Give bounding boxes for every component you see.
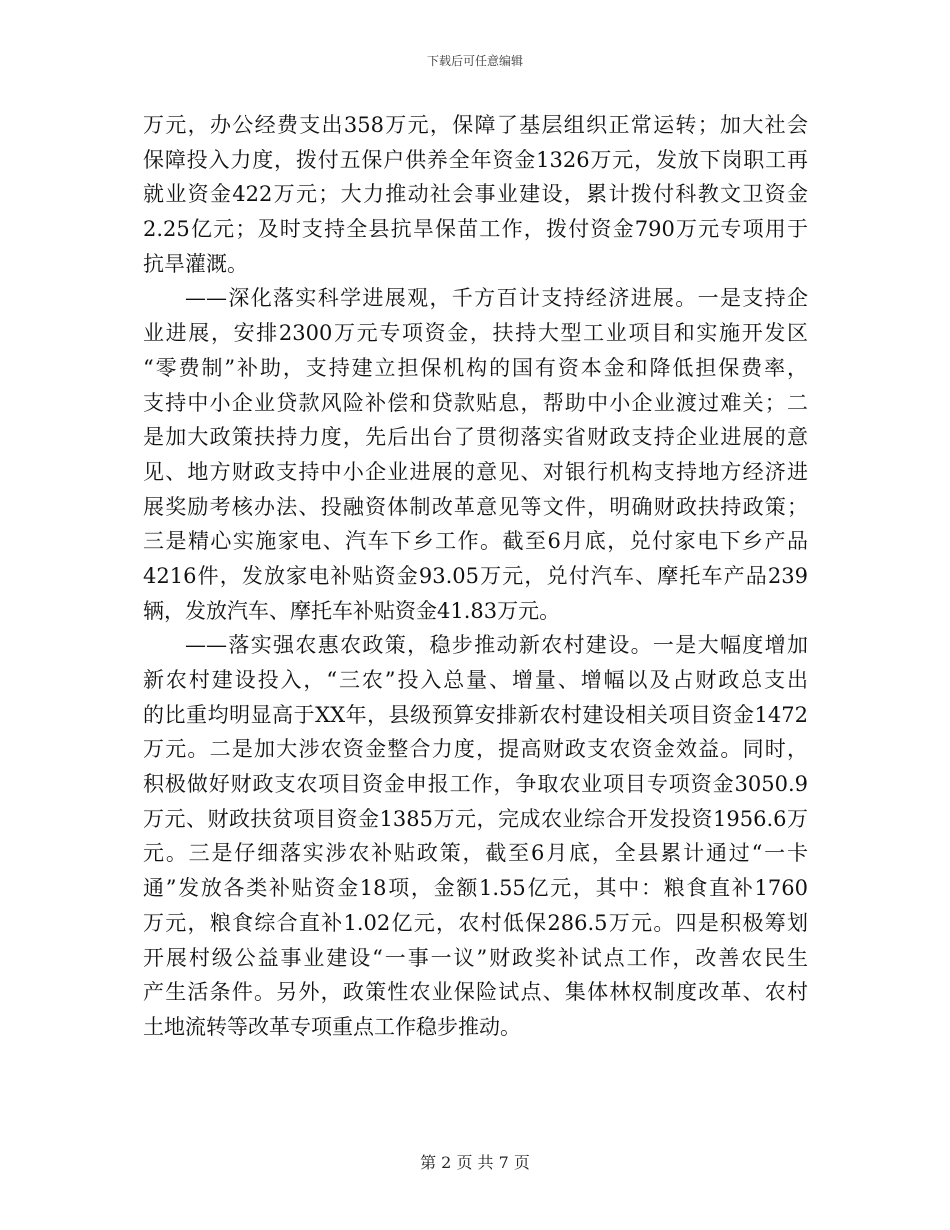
text-line: 万元，粮食综合直补1.02亿元，农村低保286.5万元。四是积极筹划 <box>143 910 808 935</box>
text-line: 万元。二是加大涉农资金整合力度，提高财政支农资金效益。同时， <box>143 737 808 762</box>
text-line: 产生活条件。另外，政策性农业保险试点、集体林权制度改革、农村 <box>143 980 808 1005</box>
text-line: 土地流转等改革专项重点工作稳步推动。 <box>143 1014 521 1039</box>
text-line: 三是精心实施家电、汽车下乡工作。截至6月底，兑付家电下乡产品 <box>143 529 808 554</box>
text-line: 元。三是仔细落实涉农补贴政策，截至6月底，全县累计通过“一卡 <box>143 841 808 866</box>
text-line: 辆，发放汽车、摩托车补贴资金41.83万元。 <box>143 598 561 623</box>
page-number: 第 2 页 共 7 页 <box>420 1153 530 1172</box>
text-line: 的比重均明显高于XX年，县级预算安排新农村建设相关项目资金1472 <box>143 702 808 727</box>
page-header: 下载后可任意编辑 <box>426 54 523 68</box>
text-line: 就业资金422万元；大力推动社会事业建设，累计拨付科教文卫资金 <box>143 182 808 207</box>
document-body <box>143 108 808 1045</box>
text-line: 积极做好财政支农项目资金申报工作，争取农业项目专项资金3050.9 <box>143 772 808 797</box>
paragraph-start-line: ——深化落实科学进展观，千方百计支持经济进展。一是支持企 <box>185 286 808 311</box>
text-line: 是加大政策扶持力度，先后出台了贯彻落实省财政支持企业进展的意 <box>143 425 808 450</box>
paragraph-start-line: ——落实强农惠农政策，稳步推动新农村建设。一是大幅度增加 <box>185 633 808 658</box>
text-line: 新农村建设投入，“三农”投入总量、增量、增幅以及占财政总支出 <box>143 668 808 692</box>
text-line: “零费制”补助，支持建立担保机构的国有资本金和降低担保费率， <box>143 355 808 380</box>
text-line: 万元、财政扶贫项目资金1385万元，完成农业综合开发投资1956.6万 <box>143 806 808 831</box>
text-line: 保障投入力度，拨付五保户供养全年资金1326万元，发放下岗职工再 <box>143 147 808 172</box>
text-line: 2.25亿元；及时支持全县抗旱保苗工作，拨付资金790万元专项用于 <box>143 217 808 242</box>
text-line: 抗旱灌溉。 <box>143 251 248 276</box>
text-line: 万元，办公经费支出358万元，保障了基层组织正常运转；加大社会 <box>143 113 808 137</box>
text-line: 展奖励考核办法、投融资体制改革意见等文件，明确财政扶持政策； <box>143 494 808 519</box>
text-line: 业进展，安排2300万元专项资金，扶持大型工业项目和实施开发区 <box>143 321 808 346</box>
text-line: 支持中小企业贷款风险补偿和贷款贴息，帮助中小企业渡过难关；二 <box>143 390 808 415</box>
text-line: 开展村级公益事业建设“一事一议”财政奖补试点工作，改善农民生 <box>143 945 808 970</box>
text-line: 见、地方财政支持中小企业进展的意见、对银行机构支持地方经济进 <box>143 459 808 484</box>
text-line: 4216件，发放家电补贴资金93.05万元，兑付汽车、摩托车产品239 <box>143 563 808 588</box>
text-line: 通”发放各类补贴资金18项，金额1.55亿元，其中：粮食直补1760 <box>143 876 808 901</box>
